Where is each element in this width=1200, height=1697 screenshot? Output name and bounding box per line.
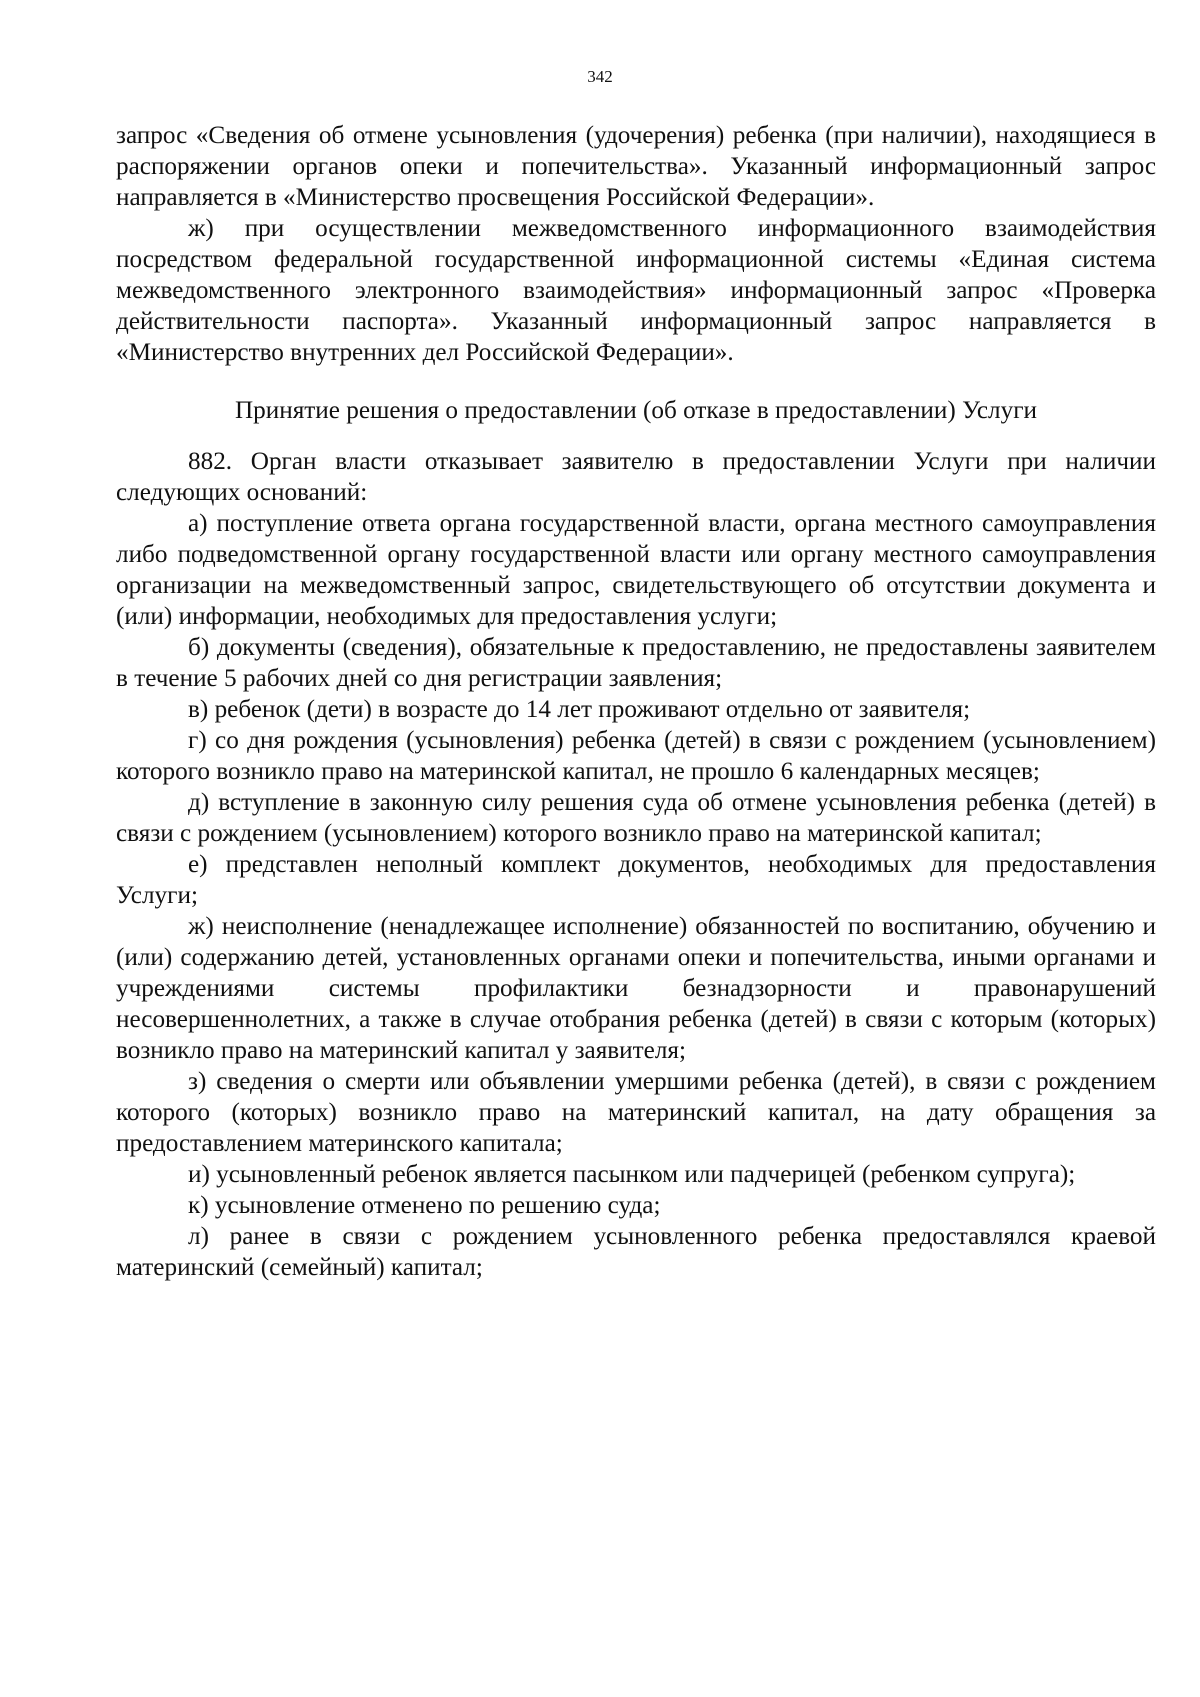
page-number: 342 bbox=[587, 67, 613, 86]
section-heading: Принятие решения о предоставлении (об отказе в предоставлении) Услуги bbox=[234, 397, 1038, 424]
list-item: б) документы (сведения), обязательные к предоставлению, не предоставлены заявителем в течение 5 рабочих дней со дня регистрации заявления; bbox=[116, 634, 1156, 692]
paragraph: запрос «Сведения об отмене усыновления (удочерения) ребенка (при наличии), находящиеся в распоряжении органов опеки и попечительства». Указанный информационный запрос направляется в «Министерство просвещения Российской Федерации». bbox=[116, 122, 1156, 211]
list-item: е) представлен неполный комплект документов, необходимых для предоставления Услуги; bbox=[116, 851, 1156, 909]
list-item: в) ребенок (дети) в возрасте до 14 лет проживают отдельно от заявителя; bbox=[188, 696, 971, 723]
paragraph: ж) при осуществлении межведомственного информационного взаимодействия посредством федеральной государственной информационной системы «Единая система межведомственного электронного взаимодействия» информационный запрос «Проверка действительности паспорта». Указанный информационный запрос направляется в «Министерство внутренних дел Российской Федерации». bbox=[116, 215, 1156, 366]
list-item: г) со дня рождения (усыновления) ребенка (детей) в связи с рождением (усыновлением) которого возникло право на материнской капитал, не прошло 6 календарных месяцев; bbox=[116, 727, 1156, 785]
document-body bbox=[116, 120, 1156, 1283]
list-item: з) сведения о смерти или объявлении умершими ребенка (детей), в связи с рождением которого (которых) возникло право на материнский капитал, на дату обращения за предоставлением материнского капитала; bbox=[116, 1068, 1156, 1157]
list-item: и) усыновленный ребенок является пасынком или падчерицей (ребенком супруга); bbox=[188, 1161, 1076, 1188]
list-item: ж) неисполнение (ненадлежащее исполнение) обязанностей по воспитанию, обучению и (или) содержанию детей, установленных органами опеки и попечительства, иными органами и учреждениями системы профилактики безнадзорности и правонарушений несовершеннолетних, а также в случае отобрания ребенка (детей) в связи с которым (которых) возникло право на материнский капитал у заявителя; bbox=[116, 913, 1156, 1064]
list-item: а) поступление ответа органа государственной власти, органа местного самоуправления либо подведомственной органу государственной власти или органу местного самоуправления организации на межведомственный запрос, свидетельствующего об отсутствии документа и (или) информации, необходимых для предоставления услуги; bbox=[116, 510, 1156, 630]
list-item: д) вступление в законную силу решения суда об отмене усыновления ребенка (детей) в связи с рождением (усыновлением) которого возникло право на материнской капитал; bbox=[116, 789, 1156, 847]
paragraph: 882. Орган власти отказывает заявителю в предоставлении Услуги при наличии следующих оснований: bbox=[116, 448, 1156, 506]
list-item: л) ранее в связи с рождением усыновленного ребенка предоставлялся краевой материнский (семейный) капитал; bbox=[116, 1223, 1156, 1281]
list-item: к) усыновление отменено по решению суда; bbox=[188, 1192, 661, 1219]
